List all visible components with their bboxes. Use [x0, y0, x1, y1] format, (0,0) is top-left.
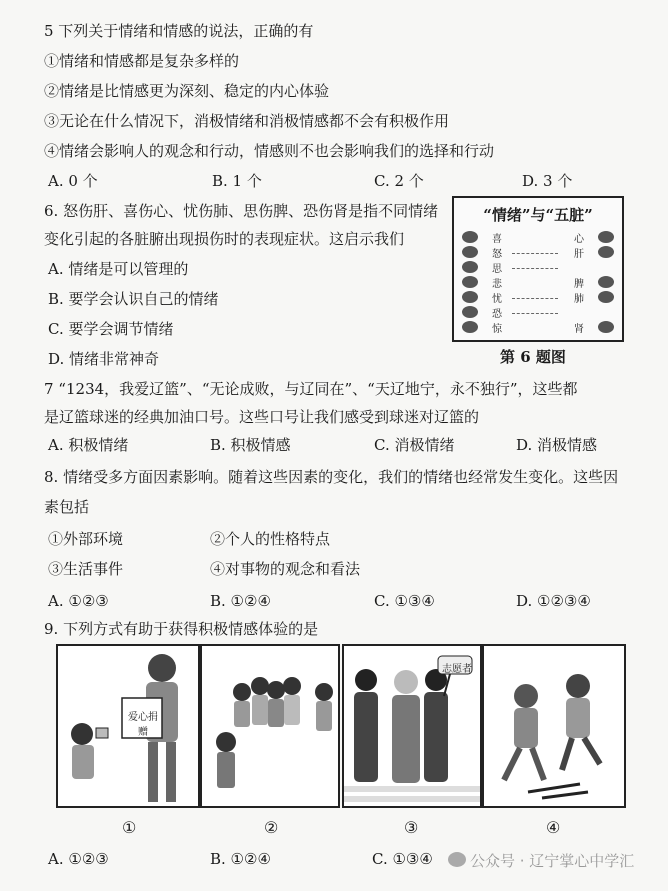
- q6-option-b: B. 要学会认识自己的情绪: [48, 290, 219, 308]
- children-group-illustration: [202, 646, 338, 806]
- q6-stem-line2: 变化引起的各脏腑出现损伤时的表现症状。这启示我们: [44, 230, 405, 248]
- q7-option-d: D. 消极情感: [516, 436, 598, 454]
- q6-emotion: 忧: [492, 294, 502, 305]
- q5-option-b: B. 1 个: [212, 172, 262, 190]
- q9-option-b: B. ①②④: [210, 850, 271, 868]
- q6-option-a: A. 情绪是可以管理的: [48, 260, 189, 278]
- q6-organ: 肝: [574, 249, 584, 260]
- q5-item-4: ④情绪会影响人的观念和行动，情感则不也会影响我们的选择和行动: [44, 142, 495, 160]
- q9-picture-3: [342, 644, 482, 808]
- q6-emotion: 恐: [492, 309, 502, 320]
- q7-option-b: B. 积极情感: [210, 436, 291, 454]
- q6-figure-row: [462, 230, 614, 246]
- q5-option-d: D. 3 个: [522, 172, 573, 190]
- donation-sign: 爱心捐赠: [128, 712, 158, 738]
- q6-organ: 肺: [574, 294, 584, 305]
- q8-option-b: B. ①②④: [210, 592, 271, 610]
- organ-face-icon: [598, 276, 614, 288]
- q8-stem-line1: 8. 情绪受多方面因素影响。随着这些因素的变化，我们的情绪也经常发生变化。这些因: [44, 468, 619, 486]
- q9-picture-1: [56, 644, 200, 808]
- q6-figure-row: [462, 290, 614, 306]
- q9-option-c: C. ①③④: [372, 850, 433, 868]
- q7-stem-line1: 7 “1234，我爱辽篮”、“无论成败，与辽同在”、“天辽地宁，永不独行”，这些都: [44, 380, 578, 398]
- connector-line: [512, 268, 558, 269]
- emotion-face-icon: [462, 306, 478, 318]
- q6-option-d: D. 情绪非常神奇: [48, 350, 160, 368]
- q6-figure: [452, 196, 624, 342]
- q5-stem: 5 下列关于情绪和情感的说法，正确的有: [44, 22, 314, 40]
- emotion-face-icon: [462, 321, 478, 333]
- connector-line: [512, 298, 558, 299]
- organ-face-icon: [598, 246, 614, 258]
- organ-face-icon: [598, 321, 614, 333]
- q6-figure-row: [462, 245, 614, 261]
- watermark: 公众号 · 辽宁掌心中学汇: [470, 852, 635, 870]
- q9-picture-number-2: ②: [264, 818, 279, 837]
- q8-option-a: A. ①②③: [48, 592, 109, 610]
- q9-picture-number-4: ④: [546, 818, 561, 837]
- q9-picture-4: [482, 644, 626, 808]
- q8-item-2: ②个人的性格特点: [210, 530, 331, 548]
- emotion-face-icon: [462, 261, 478, 273]
- emotion-face-icon: [462, 246, 478, 258]
- q8-item-1: ①外部环境: [48, 530, 124, 548]
- q6-emotion: 思: [492, 264, 502, 275]
- wechat-icon: [448, 852, 466, 867]
- q6-figure-row: [462, 275, 614, 291]
- volunteer-sign: 志愿者: [442, 664, 472, 675]
- q6-option-c: C. 要学会调节情绪: [48, 320, 174, 338]
- q6-emotion: 怒: [492, 249, 502, 260]
- q8-stem-line2: 素包括: [44, 498, 90, 516]
- q6-figure-title: “情绪”与“五脏”: [483, 206, 593, 224]
- q8-option-d: D. ①②③④: [516, 592, 591, 610]
- q9-picture-2: [200, 644, 340, 808]
- q5-item-3: ③无论在什么情况下，消极情绪和消极情感都不会有积极作用: [44, 112, 450, 130]
- q6-figure-row: [462, 320, 614, 336]
- q5-option-c: C. 2 个: [374, 172, 424, 190]
- emotion-face-icon: [462, 231, 478, 243]
- q6-emotion: 喜: [492, 234, 502, 245]
- q9-stem: 9. 下列方式有助于获得积极情感体验的是: [44, 620, 319, 638]
- q6-figure-row: [462, 260, 614, 276]
- q5-item-2: ②情绪是比情感更为深刻、稳定的内心体验: [44, 82, 330, 100]
- q8-option-c: C. ①③④: [374, 592, 435, 610]
- q9-picture-number-1: ①: [122, 818, 137, 837]
- connector-line: [512, 313, 558, 314]
- q7-option-a: A. 积极情绪: [48, 436, 129, 454]
- organ-face-icon: [598, 231, 614, 243]
- q6-emotion: 惊: [492, 324, 502, 335]
- q6-organ: 脾: [574, 279, 584, 290]
- q8-item-3: ③生活事件: [48, 560, 124, 578]
- organ-face-icon: [598, 291, 614, 303]
- q6-figure-caption: 第 6 题图: [500, 348, 566, 366]
- q5-item-1: ①情绪和情感都是复杂多样的: [44, 52, 240, 70]
- emotion-face-icon: [462, 276, 478, 288]
- q6-organ: 心: [574, 234, 584, 245]
- q6-emotion: 悲: [492, 279, 502, 290]
- q7-stem-line2: 是辽篮球迷的经典加油口号。这些口号让我们感受到球迷对辽篮的: [44, 408, 480, 426]
- q7-option-c: C. 消极情绪: [374, 436, 455, 454]
- q5-option-a: A. 0 个: [48, 172, 98, 190]
- connector-line: [512, 253, 558, 254]
- q6-organ: 肾: [574, 324, 584, 335]
- q9-picture-number-3: ③: [404, 818, 419, 837]
- children-fighting-illustration: [484, 646, 624, 806]
- q6-stem-line1: 6. 怒伤肝、喜伤心、忧伤肺、思伤脾、恐伤肾是指不同情绪: [44, 202, 439, 220]
- q6-figure-row: [462, 305, 614, 321]
- q8-item-4: ④对事物的观念和看法: [210, 560, 361, 578]
- q9-option-a: A. ①②③: [48, 850, 109, 868]
- emotion-face-icon: [462, 291, 478, 303]
